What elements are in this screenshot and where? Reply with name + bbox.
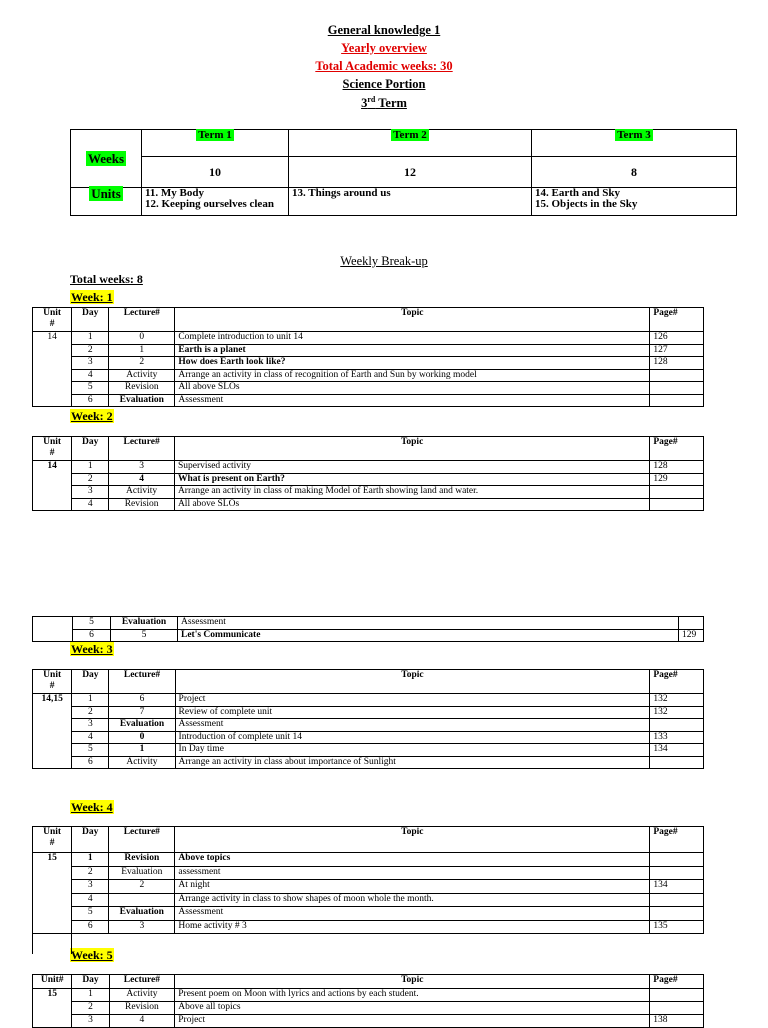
page-cell: 132 <box>650 706 704 719</box>
topic-cell: In Day time <box>175 744 650 757</box>
table-row <box>33 756 704 769</box>
unit-cell: 14,15 <box>33 694 72 769</box>
week-1-table <box>32 307 704 407</box>
page-cell <box>650 486 704 499</box>
week-2-label: Week: 2 <box>71 409 113 423</box>
topic-cell: Project <box>175 694 650 707</box>
day-cell: 6 <box>72 756 109 769</box>
page-cell: 128 <box>650 461 704 474</box>
lecture-cell: Evaluation <box>109 719 175 732</box>
page-cell: 135 <box>650 920 704 934</box>
total-weeks-label: Total weeks: 8 <box>70 272 143 286</box>
page-cell <box>650 369 704 382</box>
table-row <box>33 920 704 934</box>
week-4-label: Week: 4 <box>71 800 113 814</box>
day-cell: 2 <box>72 473 109 486</box>
page-cell <box>650 893 704 907</box>
day-cell: 2 <box>72 866 109 880</box>
table-header-row <box>33 670 704 694</box>
week-2-table <box>32 436 704 511</box>
topic-cell: Arrange an activity in class about importance of Sunlight <box>175 756 650 769</box>
topic-cell: Above topics <box>175 853 650 867</box>
page-cell: 132 <box>650 694 704 707</box>
term-1-units: 11. My Body 12. Keeping ourselves clean <box>142 188 289 216</box>
topic-cell: Arrange an activity in class of recognition of Earth and Sun by working model <box>175 369 650 382</box>
unit-column-header: Unit # <box>33 670 72 694</box>
unit-cell: 14 <box>33 461 72 511</box>
topic-cell: Assessment <box>175 719 650 732</box>
lecture-column-header: Lecture# <box>109 827 175 853</box>
weeks-label: Weeks <box>87 151 125 166</box>
term-2-weeks: 12 <box>289 157 532 188</box>
page-cell <box>650 719 704 732</box>
academic-weeks-heading: Total Academic weeks: 30 <box>315 59 453 73</box>
page-cell <box>650 853 704 867</box>
term-1-header: Term 1 <box>198 129 232 141</box>
unit-column-header: Unit# <box>33 975 72 989</box>
topic-column-header: Topic <box>175 308 650 332</box>
table-header-row <box>33 308 704 332</box>
topic-cell: All above SLOs <box>175 382 650 395</box>
doc-title: General knowledge 1 <box>327 23 441 37</box>
table-row <box>33 382 704 395</box>
page-column-header: Page# <box>650 827 704 853</box>
page-cell: 129 <box>650 473 704 486</box>
topic-cell: How does Earth look like? <box>175 357 650 370</box>
week-3-table <box>32 669 704 769</box>
day-cell: 4 <box>72 893 109 907</box>
table-row <box>33 731 704 744</box>
page-cell: 133 <box>650 731 704 744</box>
table-row <box>33 694 704 707</box>
table-row <box>33 893 704 907</box>
topic-cell: Earth is a planet <box>175 344 650 357</box>
topic-column-header: Topic <box>175 975 650 989</box>
page-cell <box>650 394 704 407</box>
unit-cell: 15 <box>33 853 72 934</box>
topic-cell: Complete introduction to unit 14 <box>175 332 650 345</box>
day-cell: 1 <box>72 694 109 707</box>
term-3-units: 14. Earth and Sky 15. Objects in the Sky <box>532 188 737 216</box>
lecture-cell: 3 <box>109 461 175 474</box>
lecture-cell: 2 <box>109 880 175 894</box>
lecture-cell: Evaluation <box>109 866 175 880</box>
table-row <box>33 1002 704 1015</box>
topic-cell: Arrange an activity in class of making Model of Earth showing land and water. <box>174 486 649 499</box>
page-cell: 134 <box>650 880 704 894</box>
table-row <box>33 461 704 474</box>
term-heading: 3rd Term <box>361 95 407 111</box>
page-cell: 126 <box>650 332 704 345</box>
lecture-cell: Revision <box>109 498 175 511</box>
table-row <box>33 907 704 921</box>
table-row <box>33 706 704 719</box>
page-cell <box>650 989 704 1002</box>
day-cell: 4 <box>72 369 109 382</box>
topic-cell: Introduction of complete unit 14 <box>175 731 650 744</box>
topic-cell: Assessment <box>178 617 679 630</box>
topic-cell: Present poem on Moon with lyrics and actions by each student. <box>175 989 650 1002</box>
day-cell: 2 <box>72 1002 109 1015</box>
page-cell: 134 <box>650 744 704 757</box>
lecture-cell: Activity <box>109 989 175 1002</box>
day-cell: 6 <box>73 629 111 642</box>
day-cell: 6 <box>72 394 109 407</box>
page-cell <box>650 756 704 769</box>
table-row <box>33 853 704 867</box>
lecture-cell: Evaluation <box>111 617 178 630</box>
day-cell: 5 <box>72 744 109 757</box>
table-row <box>33 989 704 1002</box>
day-column-header: Day <box>72 827 109 853</box>
page-cell <box>650 382 704 395</box>
day-cell: 1 <box>72 461 109 474</box>
day-column-header: Day <box>72 308 109 332</box>
lecture-column-header: Lecture# <box>109 308 175 332</box>
table-row <box>33 629 704 642</box>
day-cell: 2 <box>72 344 109 357</box>
term-3-weeks: 8 <box>532 157 737 188</box>
day-cell: 3 <box>72 880 109 894</box>
lecture-column-header: Lecture# <box>109 975 175 989</box>
topic-cell: Home activity # 3 <box>175 920 650 934</box>
overview-table <box>70 129 737 216</box>
topic-column-header: Topic <box>174 437 649 461</box>
page-column-header: Page# <box>650 975 704 989</box>
page-cell <box>650 907 704 921</box>
day-cell: 1 <box>72 853 109 867</box>
table-header-row <box>33 827 704 853</box>
lecture-cell: 4 <box>109 473 175 486</box>
table-row <box>33 1015 704 1028</box>
day-cell: 5 <box>72 382 109 395</box>
unit-cell: 15 <box>33 989 72 1028</box>
topic-column-header: Topic <box>175 827 650 853</box>
table-row <box>33 744 704 757</box>
lecture-cell: Activity <box>109 486 175 499</box>
topic-cell: assessment <box>175 866 650 880</box>
day-cell: 3 <box>72 357 109 370</box>
lecture-cell: 3 <box>109 920 175 934</box>
lecture-cell: 0 <box>109 731 175 744</box>
day-cell: 6 <box>72 920 109 934</box>
topic-cell: Above all topics <box>175 1002 650 1015</box>
page-cell <box>650 498 704 511</box>
lecture-cell: Revision <box>109 382 175 395</box>
week-4-table <box>32 826 704 954</box>
week-5-label: Week: 5 <box>71 948 113 962</box>
day-cell: 1 <box>72 332 109 345</box>
table-row <box>33 498 704 511</box>
table-row <box>33 719 704 732</box>
topic-cell: At night <box>175 880 650 894</box>
week-3-label: Week: 3 <box>71 642 113 656</box>
lecture-cell: 6 <box>109 694 175 707</box>
day-cell: 4 <box>72 731 109 744</box>
topic-cell: Project <box>175 1015 650 1028</box>
page-cell <box>650 866 704 880</box>
day-cell: 3 <box>72 719 109 732</box>
page-cell: 129 <box>679 629 704 642</box>
day-cell: 4 <box>72 498 109 511</box>
table-row <box>33 369 704 382</box>
topic-cell: Supervised activity <box>174 461 649 474</box>
units-label: Units <box>91 186 121 201</box>
week-1-label: Week: 1 <box>71 290 113 304</box>
topic-cell: All above SLOs <box>174 498 649 511</box>
lecture-cell: 2 <box>109 357 175 370</box>
lecture-cell: Evaluation <box>109 907 175 921</box>
lecture-cell: 0 <box>109 332 175 345</box>
day-column-header: Day <box>72 437 109 461</box>
day-cell: 1 <box>72 989 109 1002</box>
page-column-header: Page# <box>650 670 704 694</box>
page-cell <box>679 617 704 630</box>
lecture-cell: 5 <box>111 629 178 642</box>
day-cell: 2 <box>72 706 109 719</box>
lecture-cell: 1 <box>109 744 175 757</box>
weekly-breakup-title: Weekly Break-up <box>340 254 428 268</box>
day-cell: 5 <box>72 907 109 921</box>
week-5-table <box>32 974 704 1028</box>
table-row <box>33 344 704 357</box>
page-cell: 138 <box>650 1015 704 1028</box>
table-row <box>33 880 704 894</box>
unit-column-header: Unit # <box>33 308 72 332</box>
table-header-row <box>33 437 704 461</box>
term-1-weeks: 10 <box>142 157 289 188</box>
day-column-header: Day <box>72 975 109 989</box>
table-row <box>33 617 704 630</box>
topic-column-header: Topic <box>175 670 650 694</box>
topic-cell: Let's Communicate <box>178 629 679 642</box>
day-cell: 5 <box>73 617 111 630</box>
lecture-cell: Revision <box>109 853 175 867</box>
page-cell <box>650 1002 704 1015</box>
table-row <box>33 866 704 880</box>
lecture-column-header: Lecture# <box>109 670 175 694</box>
table-row <box>33 473 704 486</box>
science-portion-heading: Science Portion <box>342 77 426 91</box>
lecture-cell <box>109 893 175 907</box>
unit-column-header: Unit # <box>33 827 72 853</box>
lecture-cell: Evaluation <box>109 394 175 407</box>
table-row <box>33 486 704 499</box>
term-3-header: Term 3 <box>617 129 651 141</box>
lecture-column-header: Lecture# <box>109 437 175 461</box>
topic-cell: Assessment <box>175 394 650 407</box>
topic-cell: Arrange activity in class to show shapes of moon whole the month. <box>175 893 650 907</box>
yearly-overview-heading: Yearly overview <box>341 41 427 55</box>
table-row <box>33 394 704 407</box>
topic-cell: What is present on Earth? <box>174 473 649 486</box>
term-2-header: Term 2 <box>393 129 427 141</box>
lecture-cell: Activity <box>109 756 175 769</box>
page-column-header: Page# <box>650 437 704 461</box>
unit-column-header: Unit # <box>33 437 72 461</box>
lecture-cell: 1 <box>109 344 175 357</box>
lecture-cell: 4 <box>109 1015 175 1028</box>
page-column-header: Page# <box>650 308 704 332</box>
table-header-row <box>33 975 704 989</box>
lecture-cell: Revision <box>109 1002 175 1015</box>
topic-cell: Assessment <box>175 907 650 921</box>
lecture-cell: 7 <box>109 706 175 719</box>
day-cell: 3 <box>72 1015 109 1028</box>
unit-cell <box>33 617 73 642</box>
page-cell: 127 <box>650 344 704 357</box>
day-cell: 3 <box>72 486 109 499</box>
week-2-continued-table <box>32 616 704 642</box>
table-row <box>33 332 704 345</box>
day-column-header: Day <box>72 670 109 694</box>
page-cell: 128 <box>650 357 704 370</box>
lecture-cell: Activity <box>109 369 175 382</box>
unit-cell: 14 <box>33 332 72 407</box>
term-2-units: 13. Things around us <box>289 188 532 216</box>
topic-cell: Review of complete unit <box>175 706 650 719</box>
table-row <box>33 357 704 370</box>
